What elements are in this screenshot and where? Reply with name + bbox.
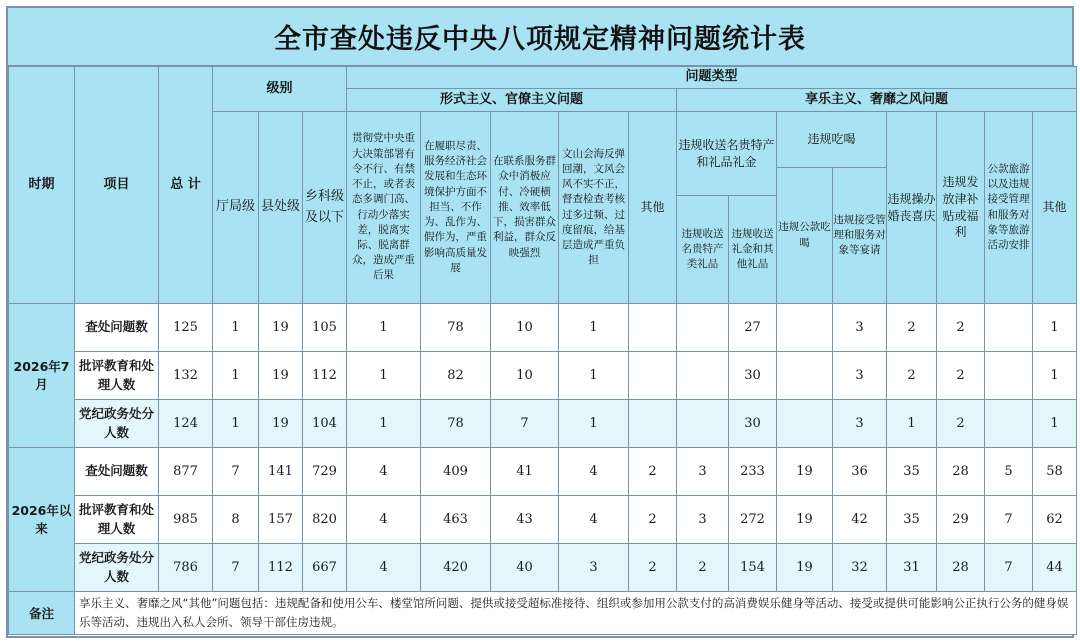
cell: 104 bbox=[303, 400, 347, 448]
cell: 3 bbox=[833, 352, 887, 400]
cell: 4 bbox=[559, 448, 629, 496]
row-label: 批评教育和处理人数 bbox=[75, 352, 159, 400]
row-label: 党纪政务处分人数 bbox=[75, 400, 159, 448]
cell: 157 bbox=[259, 496, 303, 544]
cell: 3 bbox=[677, 496, 729, 544]
cell: 32 bbox=[833, 544, 887, 592]
cell bbox=[677, 352, 729, 400]
cell: 1 bbox=[1033, 400, 1077, 448]
cell: 19 bbox=[777, 544, 833, 592]
cell: 29 bbox=[937, 496, 985, 544]
header-total: 总 计 bbox=[159, 67, 213, 304]
cell: 1 bbox=[213, 352, 259, 400]
period-year-to-date: 2026年以来 bbox=[9, 448, 75, 592]
cell: 1 bbox=[1033, 304, 1077, 352]
note-text: 享乐主义、奢靡之风“其他”问题包括：违规配备和使用公车、楼堂馆所问题、提供或接受超标准接待、组织或参加用公款支付的高消费娱乐健身等活动、接受或提供可能影响公正执行公务的健身娱乐等活动、违规出入私人会所、领导干部住房违规。 bbox=[75, 592, 1077, 635]
cell bbox=[777, 400, 833, 448]
header-formalism: 形式主义、官僚主义问题 bbox=[347, 89, 677, 112]
cell: 19 bbox=[259, 400, 303, 448]
cell: 62 bbox=[1033, 496, 1077, 544]
cell: 1 bbox=[213, 400, 259, 448]
cell bbox=[677, 400, 729, 448]
cell: 19 bbox=[777, 448, 833, 496]
cell: 43 bbox=[491, 496, 559, 544]
cell: 27 bbox=[729, 304, 777, 352]
cell: 1 bbox=[347, 352, 421, 400]
cell: 4 bbox=[347, 544, 421, 592]
cell: 42 bbox=[833, 496, 887, 544]
cell bbox=[985, 304, 1033, 352]
period-july: 2026年7月 bbox=[9, 304, 75, 448]
cell: 105 bbox=[303, 304, 347, 352]
cell: 132 bbox=[159, 352, 213, 400]
cell: 1 bbox=[887, 400, 937, 448]
header-formalism-4: 文山会海反弹回潮，文风会风不实不正，督查检查考核过多过频、过度留痕，给基层造成严重负担 bbox=[559, 112, 629, 304]
cell: 2 bbox=[937, 304, 985, 352]
cell: 44 bbox=[1033, 544, 1077, 592]
cell bbox=[985, 400, 1033, 448]
cell: 78 bbox=[421, 400, 491, 448]
header-level-county: 县处级 bbox=[259, 112, 303, 304]
cell: 3 bbox=[833, 304, 887, 352]
cell: 2 bbox=[887, 304, 937, 352]
cell: 36 bbox=[833, 448, 887, 496]
cell: 28 bbox=[937, 544, 985, 592]
cell: 141 bbox=[259, 448, 303, 496]
cell: 78 bbox=[421, 304, 491, 352]
cell: 19 bbox=[259, 304, 303, 352]
cell: 2 bbox=[937, 352, 985, 400]
header-hedonism-other: 其他 bbox=[1033, 112, 1077, 304]
header-level-township: 乡科级及以下 bbox=[303, 112, 347, 304]
header-formalism-other: 其他 bbox=[629, 112, 677, 304]
cell: 2 bbox=[629, 448, 677, 496]
cell: 729 bbox=[303, 448, 347, 496]
cell: 3 bbox=[559, 544, 629, 592]
header-allowances: 违规发放津补贴或福利 bbox=[937, 112, 985, 304]
cell bbox=[629, 304, 677, 352]
header-hedonism: 享乐主义、奢靡之风问题 bbox=[677, 89, 1077, 112]
header-gift-cash: 违规收送礼金和其他礼品 bbox=[729, 196, 777, 304]
cell bbox=[629, 352, 677, 400]
note-label: 备注 bbox=[9, 592, 75, 635]
header-formalism-2: 在履职尽责、服务经济社会发展和生态环境保护方面不担当、不作为、乱作为、假作为，严重影响高质量发展 bbox=[421, 112, 491, 304]
cell: 233 bbox=[729, 448, 777, 496]
cell: 40 bbox=[491, 544, 559, 592]
cell: 3 bbox=[677, 448, 729, 496]
header-dine-group: 违规吃喝 bbox=[777, 112, 887, 168]
cell: 4 bbox=[559, 496, 629, 544]
cell: 19 bbox=[259, 352, 303, 400]
cell: 112 bbox=[259, 544, 303, 592]
cell: 1 bbox=[559, 304, 629, 352]
header-gift-specialty: 违规收送名贵特产类礼品 bbox=[677, 196, 729, 304]
cell: 28 bbox=[937, 448, 985, 496]
cell: 35 bbox=[887, 448, 937, 496]
cell: 1 bbox=[347, 304, 421, 352]
cell: 7 bbox=[985, 544, 1033, 592]
header-tourism: 公款旅游以及违规接受管理和服务对象等旅游活动安排 bbox=[985, 112, 1033, 304]
table-title: 全市查处违反中央八项规定精神问题统计表 bbox=[8, 8, 1072, 66]
cell: 463 bbox=[421, 496, 491, 544]
cell: 2 bbox=[937, 400, 985, 448]
cell: 5 bbox=[985, 448, 1033, 496]
cell: 409 bbox=[421, 448, 491, 496]
row-label: 党纪政务处分人数 bbox=[75, 544, 159, 592]
cell: 58 bbox=[1033, 448, 1077, 496]
cell: 2 bbox=[629, 496, 677, 544]
cell: 35 bbox=[887, 496, 937, 544]
cell bbox=[629, 400, 677, 448]
cell: 1 bbox=[559, 352, 629, 400]
header-level-group: 级别 bbox=[213, 67, 347, 112]
cell: 10 bbox=[491, 304, 559, 352]
cell: 7 bbox=[491, 400, 559, 448]
cell: 272 bbox=[729, 496, 777, 544]
cell: 820 bbox=[303, 496, 347, 544]
cell: 420 bbox=[421, 544, 491, 592]
cell: 30 bbox=[729, 400, 777, 448]
cell: 2 bbox=[629, 544, 677, 592]
header-weddings-funerals: 违规操办婚丧喜庆 bbox=[887, 112, 937, 304]
row-label: 查处问题数 bbox=[75, 304, 159, 352]
cell bbox=[777, 352, 833, 400]
cell: 112 bbox=[303, 352, 347, 400]
cell: 10 bbox=[491, 352, 559, 400]
cell: 1 bbox=[1033, 352, 1077, 400]
header-problem-type: 问题类型 bbox=[347, 67, 1077, 89]
cell: 8 bbox=[213, 496, 259, 544]
cell: 30 bbox=[729, 352, 777, 400]
cell bbox=[985, 352, 1033, 400]
cell: 2 bbox=[677, 544, 729, 592]
header-item: 项目 bbox=[75, 67, 159, 304]
cell: 154 bbox=[729, 544, 777, 592]
statistics-table bbox=[8, 66, 1077, 635]
cell bbox=[677, 304, 729, 352]
cell: 82 bbox=[421, 352, 491, 400]
cell: 19 bbox=[777, 496, 833, 544]
cell: 1 bbox=[559, 400, 629, 448]
cell: 985 bbox=[159, 496, 213, 544]
cell bbox=[777, 304, 833, 352]
header-gift-group: 违规收送名贵特产和礼品礼金 bbox=[677, 112, 777, 196]
cell: 7 bbox=[213, 544, 259, 592]
cell: 125 bbox=[159, 304, 213, 352]
cell: 3 bbox=[833, 400, 887, 448]
cell: 31 bbox=[887, 544, 937, 592]
cell: 124 bbox=[159, 400, 213, 448]
header-period: 时期 bbox=[9, 67, 75, 304]
cell: 4 bbox=[347, 448, 421, 496]
cell: 7 bbox=[213, 448, 259, 496]
cell: 786 bbox=[159, 544, 213, 592]
row-label: 批评教育和处理人数 bbox=[75, 496, 159, 544]
cell: 877 bbox=[159, 448, 213, 496]
cell: 1 bbox=[347, 400, 421, 448]
header-dine-banquet: 违规接受管理和服务对象等宴请 bbox=[833, 168, 887, 304]
cell: 4 bbox=[347, 496, 421, 544]
header-formalism-1: 贯彻党中央重大决策部署有令不行、有禁不止，或者表态多调门高、行动少落实差，脱离实际、脱离群众，造成严重后果 bbox=[347, 112, 421, 304]
row-label: 查处问题数 bbox=[75, 448, 159, 496]
header-formalism-3: 在联系服务群众中消极应付、冷硬横推、效率低下，损害群众利益，群众反映强烈 bbox=[491, 112, 559, 304]
cell: 1 bbox=[213, 304, 259, 352]
cell: 2 bbox=[887, 352, 937, 400]
statistics-table-frame bbox=[6, 6, 1074, 638]
cell: 7 bbox=[985, 496, 1033, 544]
header-level-bureau: 厅局级 bbox=[213, 112, 259, 304]
cell: 41 bbox=[491, 448, 559, 496]
header-dine-public: 违规公款吃喝 bbox=[777, 168, 833, 304]
cell: 667 bbox=[303, 544, 347, 592]
